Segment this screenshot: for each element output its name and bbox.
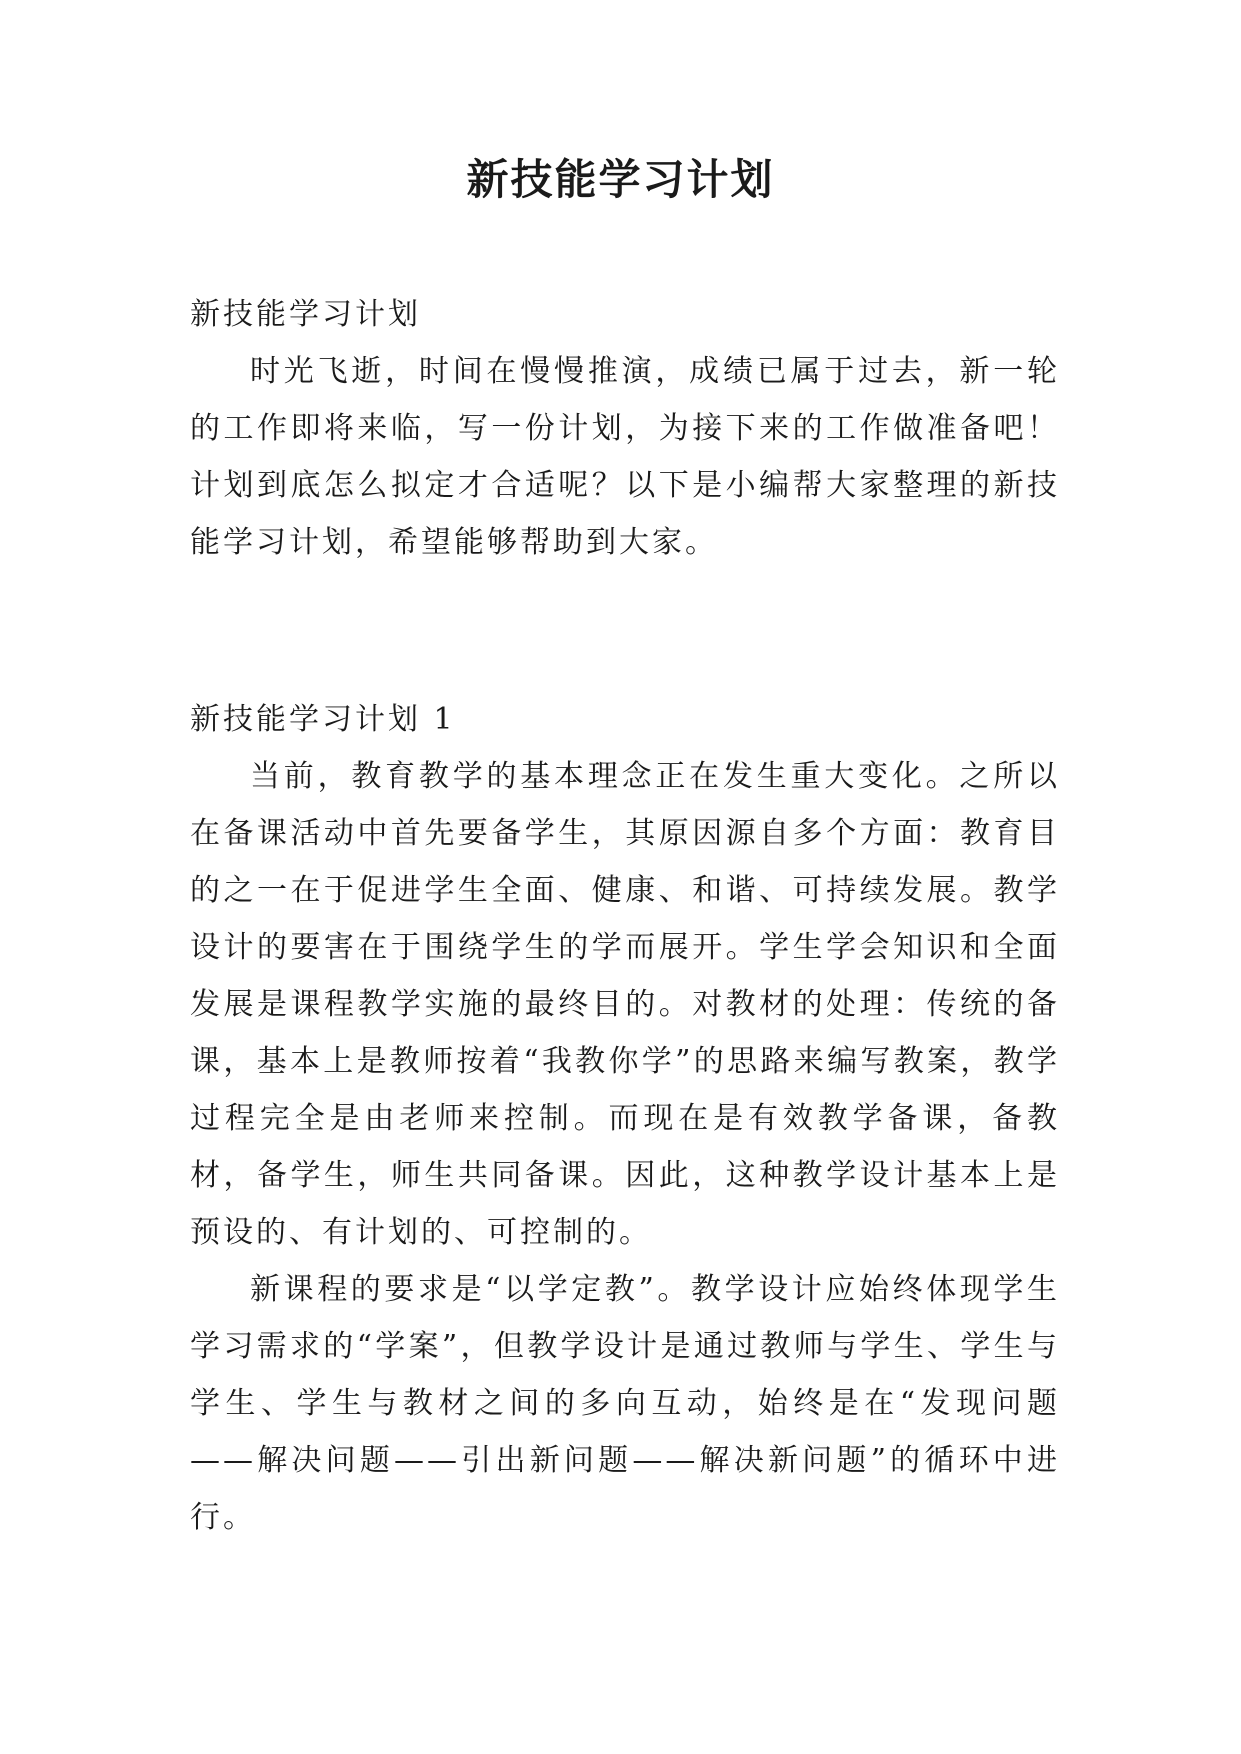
document-title: 新技能学习计划 — [466, 155, 775, 204]
document-body — [190, 286, 1060, 1546]
body-paragraph: 当前，教育教学的基本理念正在发生重大变化。之所以在备课活动中首先要备学生，其原因源自多个方面：教育目的之一在于促进学生全面、健康、和谐、可持续发展。教学设计的要害在于围绕学生的学而展开。学生学会知识和全面发展是课程教学实施的最终目的。对教材的处理：传统的备课，基本上是教师按着“我教你学”的思路来编写教案，教学过程完全是由老师来控制。而现在是有效教学备课，备教材，备学生，师生共同备课。因此，这种教学设计基本上是预设的、有计划的、可控制的。 — [190, 759, 1060, 1250]
intro-paragraph: 时光飞逝，时间在慢慢推演，成绩已属于过去，新一轮的工作即将来临，写一份计划，为接下来的工作做准备吧！计划到底怎么拟定才合适呢？以下是小编帮大家整理的新技能学习计划，希望能够帮助到大家。 — [190, 354, 1060, 560]
section-heading: 新技能学习计划 1 — [190, 702, 456, 737]
section-gap — [190, 571, 1060, 691]
subtitle-line: 新技能学习计划 — [190, 297, 421, 332]
body-paragraph: 新课程的要求是“以学定教”。教学设计应始终体现学生学习需求的“学案”，但教学设计是通过教师与学生、学生与学生、学生与教材之间的多向互动，始终是在“发现问题——解决问题——引出新问题——解决新问题”的循环中进行。 — [190, 1272, 1060, 1535]
